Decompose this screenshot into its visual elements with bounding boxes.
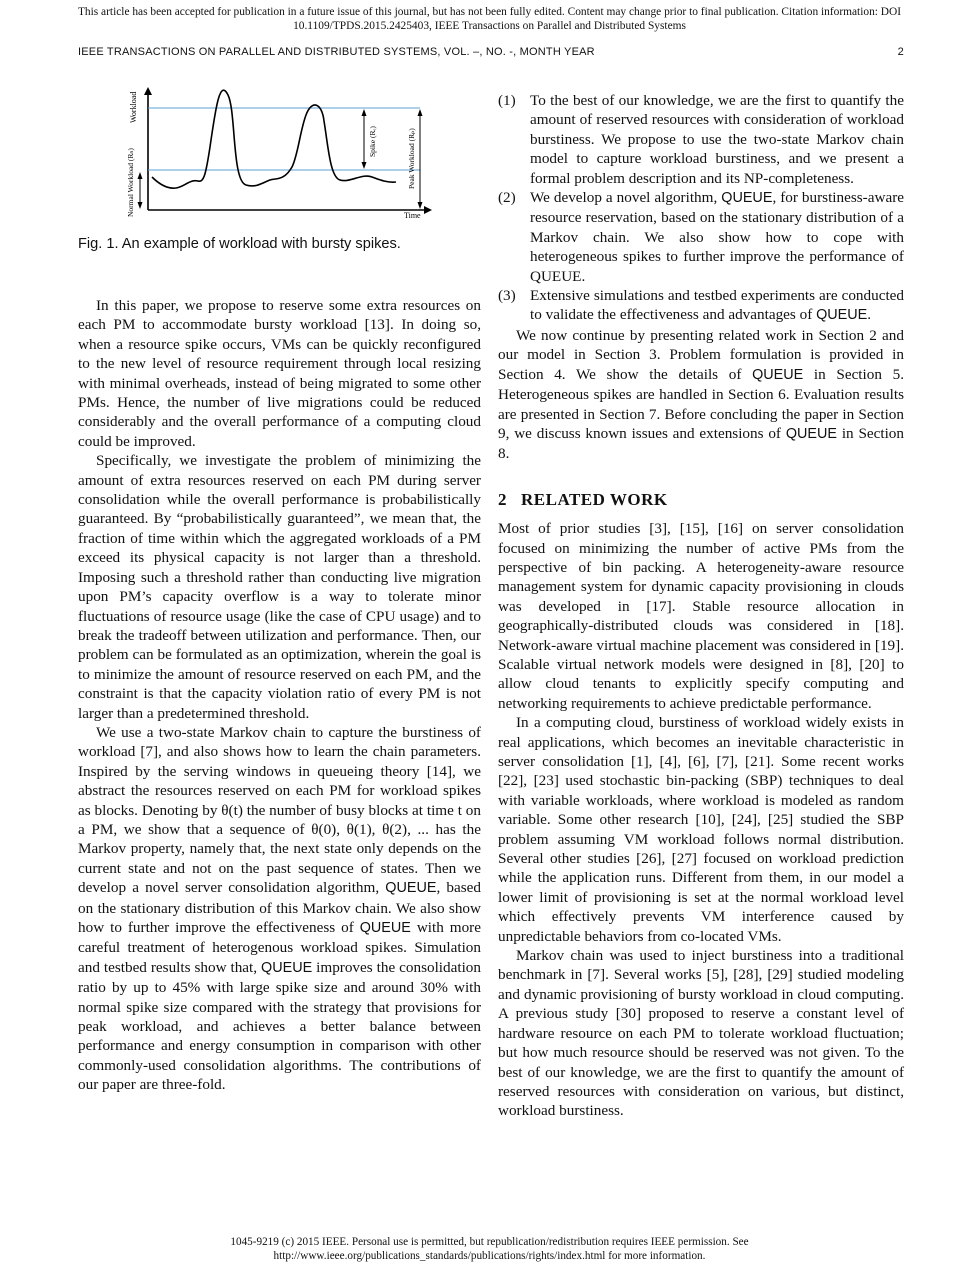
outline-text-a: We now continue by presenting related work in Section 2 and our model in Section 3. Problem formulation is provided in Section 4. We show the details of	[498, 326, 904, 383]
contribution-number: (3)	[498, 287, 516, 305]
outline-text-c: in Section 8.	[498, 424, 904, 463]
paragraph-related-2: In a computing cloud, burstiness of workload widely exists in real applications, which becomes an inevitable characteristic in server consolidation [1], [4], [6], [7], [21]. Some recent works [22], [23] used stochastic bin-packing (SBP) techniques to deal with variable workloads, where workload is modeled as random variable. Some other research [10], [24], [25] studied the SBP problem assuming VM workload follows normal distribution. Several other studies [26], [27] focused on workload prediction while the application runs. Different from them, in our model a lower limit of provisioning is set at the normal workload level which effectively prevents VM interference caused by unpredictable behaviors from co-located VMs.	[498, 714, 904, 945]
contribution-item	[498, 286, 904, 326]
queue-term: QUEUE	[359, 920, 411, 936]
queue-term: QUEUE	[721, 190, 773, 207]
markov-text-b: , based on the stationary distribution of this Markov chain. We also show how to further improve the effectiveness of	[78, 879, 481, 936]
copyright-footer	[0, 1235, 979, 1263]
section-number: 2	[498, 489, 507, 509]
paragraph-outline	[498, 326, 904, 464]
running-head	[78, 46, 904, 58]
markov-text-d: improves the consolidation ratio by up to 45% with large spike size and around 30% with normal spike size compared with the strategy that provisions for peak workload, and achieves a better balance between performance and energy consumption in comparison with other commonly-used consolidation algorithms. The contributions of our paper are three-fold.	[78, 958, 481, 1094]
y-axis-label: Workload	[129, 91, 138, 123]
figure-1-workload-plot	[128, 85, 438, 223]
queue-term: QUEUE	[752, 366, 804, 383]
paragraph-intro: In this paper, we propose to reserve some extra resources on each PM to accommodate bursty workload [13]. In doing so, when a resource spike occurs, VMs can be quickly reconfigured to the new level of resource requirement through local resizing with minimal overheads, instead of being migrated to some other PMs. Hence, the number of live migrations could be reduced considerably and the overall performance of a computing cloud could be improved.	[78, 297, 481, 450]
page-number: 2	[897, 46, 904, 58]
paragraph-related-3: Markov chain was used to inject burstiness into a traditional benchmark in [7]. Several works [5], [28], [29] studied modeling and dynamic provisioning of bursty workload in cloud computing. A previous study [30] proposed to reserve a constant level of hardware resource on each PM to tolerate workload fluctuation; but how much resource should be reserved was not given. To the best of our knowledge, we are the first to quantify the amount of reserved resources with consideration on various, but distinct, workload burstiness.	[498, 947, 904, 1120]
contribution-item	[498, 188, 904, 286]
queue-term: QUEUE	[785, 425, 837, 442]
spike-label: Spike (Rₑ)	[368, 126, 377, 157]
contribution-text: To the best of our knowledge, we are the first to quantify the amount of reserved resources with consideration of workload burstiness. We propose to use the two-state Markov chain model to capture workload burstiness, and we present a formal problem description and its NP-completeness.	[530, 92, 904, 187]
footer-line-2: http://www.ieee.org/publications_standards/publications/rights/index.html for more information.	[273, 1250, 706, 1262]
queue-term: QUEUE	[816, 307, 868, 324]
markov-text-c: with more careful treatment of heterogenous workload spikes. Simulation and testbed results show that,	[78, 919, 481, 976]
paragraph-related-1: Most of prior studies [3], [15], [16] on server consolidation focused on minimizing the number of active PMs from the perspective of bin packing. A heterogeneity-aware resource management system for dynamic capacity provisioning in clouds was developed in [17]. Stable resource allocation in geographically-distributed clouds was considered in [18]. Network-aware virtual machine placement was considered in [19]. Scalable virtual network models were designed in [8], [20] to allow cloud tenants to explicitly specify computing and networking requirements to achieve predictable performance.	[498, 520, 904, 712]
contribution-text: We develop a novel algorithm,	[530, 189, 722, 207]
publication-notice	[0, 5, 979, 33]
right-column	[498, 91, 904, 1121]
outline-text-b: in Section 5. Heterogeneous spikes are handled in Section 6. Evaluation results are presented in Section 7. Before concluding the paper in Section 9, we discuss known issues and extensions of	[498, 365, 904, 442]
contribution-item	[498, 91, 904, 188]
contribution-number: (2)	[498, 189, 516, 207]
left-column	[78, 296, 481, 1095]
journal-title: IEEE TRANSACTIONS ON PARALLEL AND DISTRIBUTED SYSTEMS, VOL. –, NO. -, MONTH YEAR	[78, 46, 595, 58]
queue-term: QUEUE	[261, 959, 313, 976]
time-label: Time	[404, 211, 421, 220]
contribution-text-rest: , for burstiness-aware resource reservation, based on the stationary distribution of a Markov chain. We also show how to cope with heterogeneous spikes to further improve the performance of QUEUE.	[530, 189, 904, 285]
notice-line-1: This article has been accepted for publication in a future issue of this journal, but has not been fully edited. Content may change prior to final publication. Citation information: DOI	[77, 6, 902, 18]
notice-line-2: 10.1109/TPDS.2015.2425403, IEEE Transactions on Parallel and Distributed Systems	[293, 20, 686, 32]
section-title: RELATED WORK	[521, 489, 668, 509]
paragraph-specifically: Specifically, we investigate the problem of minimizing the amount of extra resources reserved on each PM during server consolidation while the overall performance is probabilistically guaranteed. By “probabilistically guaranteed”, we mean that, the fraction of time within which the aggregated workloads of a PM exceed its physical capacity is not larger than a threshold. Imposing such a threshold rather than conducting live migration upon PM’s capacity overflow is a way to tolerate minor fluctuations of resource usage (like the case of CPU usage) and to break the tradeoff between utilization and performance. Then, our problem can be formulated as an optimization, wherein the goal is to minimize the amount of resource reserved on each PM, and the constraint is that the capacity violation ratio of every PM is not larger than a predetermined threshold.	[78, 452, 481, 722]
footer-line-1: 1045-9219 (c) 2015 IEEE. Personal use is permitted, but republication/redistribution requires IEEE permission. See	[230, 1236, 749, 1248]
peak-workload-label: Peak Workload (Rₚ)	[407, 128, 416, 189]
contribution-text-rest: .	[867, 306, 872, 324]
figure-caption: Fig. 1. An example of workload with bursty spikes.	[78, 236, 401, 252]
section-heading-related-work	[498, 490, 904, 509]
contribution-text: Extensive simulations and testbed experiments are conducted to validate the effectiveness and advantages of	[530, 287, 904, 324]
paragraph-markov	[78, 723, 481, 1095]
markov-text-a: We use a two-state Markov chain to capture the burstiness of workload [7], and also shows how to learn the chain parameters. Inspired by the serving windows in queueing theory [14], we abstract the resources reserved on each PM for workload spikes as blocks. Denoting by θ(t) the number of busy blocks at time t on a PM, we show that a sequence of θ(0), θ(1), θ(2), ... has the Markov property, namely that, the next state only depends on the current state and not on the past sequence of states. Then we develop a novel server consolidation algorithm,	[78, 723, 481, 897]
contributions-list	[498, 91, 904, 326]
contribution-number: (1)	[498, 92, 516, 109]
queue-term: QUEUE	[385, 880, 437, 897]
normal-workload-label: Normal Workload (Rₙ)	[126, 148, 135, 217]
